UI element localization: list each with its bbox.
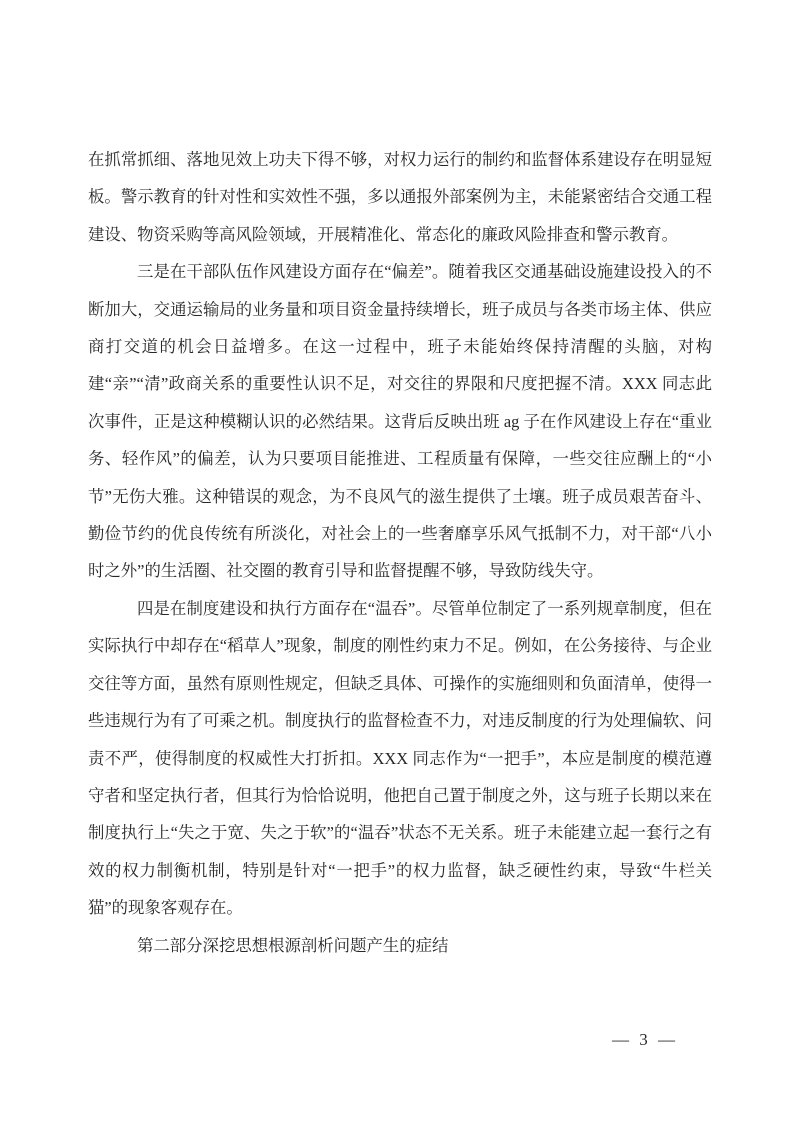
page-number: — 3 — [612, 1030, 675, 1049]
paragraph-point-three: 三是在干部队伍作风建设方面存在“偏差”。随着我区交通基础设施建设投入的不断加大，交通运输局的业务量和项目资金量持续增长，班子成员与各类市场主体、供应商打交道的机会日益增多。在这一过程中，班子未能始终保持清醒的头脑，对构建“亲”“清”政商关系的重要性认识不足，对交往的界限和尺度把握不清。XXX 同志此次事件，正是这种模糊认识的必然结果。这背后反映出班 ag 子在作风建设上存在“重业务、轻作风”的偏差，认为只要项目能推进、工程质量有保障，一些交往应酬上的“小节”无伤大雅。这种错误的观念，为不良风气的滋生提供了土壤。班子成员艰苦奋斗、勤俭节约的优良传统有所淡化，对社会上的一些奢靡享乐风气抵制不力，对干部“八小时之外”的生活圈、社交圈的教育引导和监督提醒不够，导致防线失守。 [88, 262, 712, 581]
section-two-heading: 第二部分深挖思想根源剖析问题产生的症结 [137, 935, 449, 955]
paragraph-point-four: 四是在制度建设和执行方面存在“温吞”。尽管单位制定了一系列规章制度，但在实际执行中却存在“稻草人”现象，制度的刚性约束力不足。例如，在公务接待、与企业交往等方面，虽然有原则性规定，但缺乏具体、可操作的实施细则和负面清单，使得一些违规行为有了可乘之机。制度执行的监督检查不力，对违反制度的行为处理偏软、问责不严，使得制度的权威性大打折扣。XXX 同志作为“一把手”，本应是制度的模范遵守者和坚定执行者，但其行为恰恰说明，他把自己置于制度之外，这与班子长期以来在制度执行上“失之于宽、失之于软”的“温吞”状态不无关系。班子未能建立起一套行之有效的权力制衡机制，特别是针对“一把手”的权力监督，缺乏硬性约束，导致“牛栏关猫”的现象客观存在。 [88, 598, 712, 918]
document-body [88, 141, 712, 964]
paragraph-continuation: 在抓常抓细、落地见效上功夫下得不够，对权力运行的制约和监督体系建设存在明显短板。警示教育的针对性和实效性不强，多以通报外部案例为主，未能紧密结合交通工程建设、物资采购等高风险领域，开展精准化、常态化的廉政风险排查和警示教育。 [88, 150, 712, 244]
